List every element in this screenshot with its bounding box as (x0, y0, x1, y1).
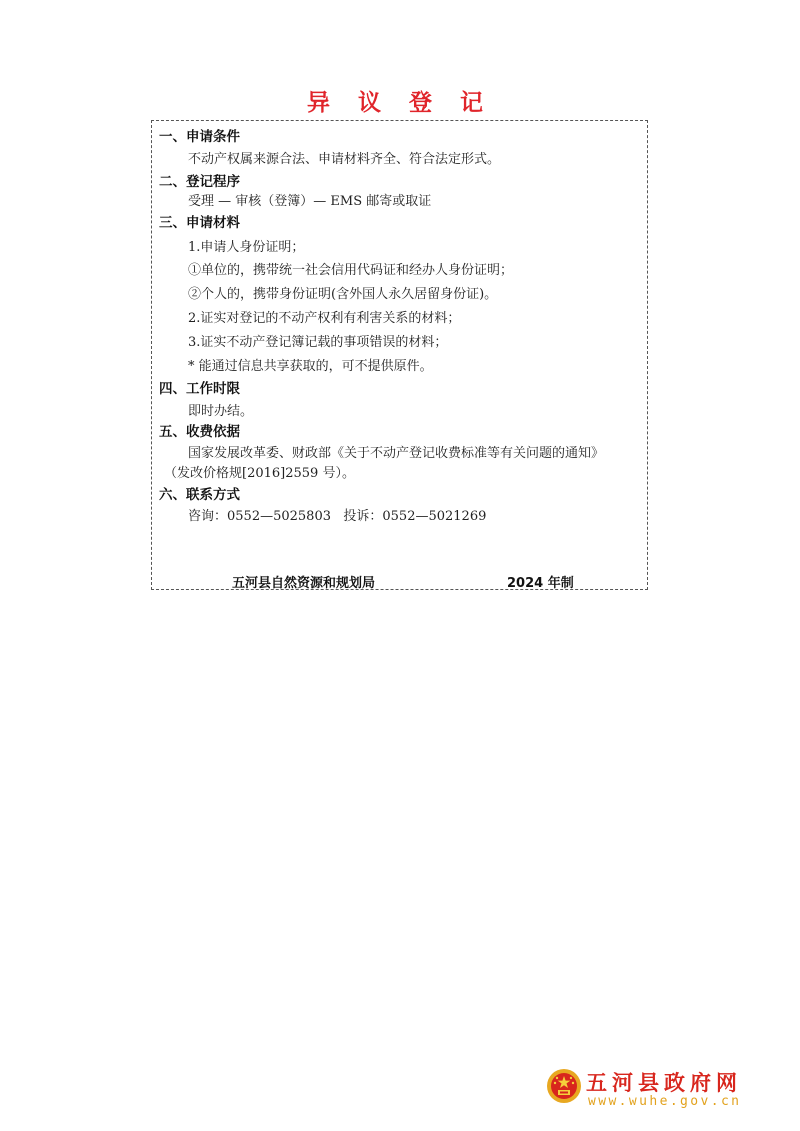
section-heading-materials: 三、申请材料 (159, 215, 240, 231)
section-heading-contact: 六、联系方式 (159, 487, 240, 503)
section-heading-procedure: 二、登记程序 (159, 174, 240, 190)
fee-basis-doc-number: （发改价格规[2016]2559 号）。 (164, 466, 355, 481)
site-name: 五河县政府网 (586, 1071, 742, 1095)
footer-org: 五河县自然资源和规划局 (232, 576, 376, 591)
material-item: 3.证实不动产登记簿记载的事项错误的材料； (188, 335, 448, 350)
section-heading-conditions: 一、申请条件 (159, 129, 240, 145)
material-item: ①单位的，携带统一社会信用代码证和经办人身份证明； (188, 263, 514, 278)
section-heading-fee-basis: 五、收费依据 (159, 424, 240, 440)
material-note: * 能通过信息共享获取的，可不提供原件。 (188, 359, 433, 374)
page-title: 异 议 登 记 (306, 90, 494, 116)
material-item: ②个人的，携带身份证明(含外国人永久居留身份证)。 (188, 287, 498, 302)
fee-basis-text: 国家发展改革委、财政部《关于不动产登记收费标准等有关问题的通知》 (188, 446, 605, 461)
material-item: 2.证实对登记的不动产权利有利害关系的材料； (188, 311, 461, 326)
time-limit-text: 即时办结。 (188, 404, 254, 419)
contact-text: 咨询：0552—5025803 投诉：0552—5021269 (188, 509, 487, 524)
footer-year: 2024 年制 (507, 576, 574, 591)
material-item: 1.申请人身份证明； (188, 240, 305, 255)
conditions-text: 不动产权属来源合法、申请材料齐全、符合法定形式。 (188, 152, 501, 167)
procedure-text: 受理 — 审核（登簿）— EMS 邮寄或取证 (188, 194, 432, 209)
section-heading-time-limit: 四、工作时限 (159, 381, 240, 397)
national-emblem-icon (546, 1068, 582, 1104)
site-url: www.wuhe.gov.cn (588, 1094, 742, 1109)
